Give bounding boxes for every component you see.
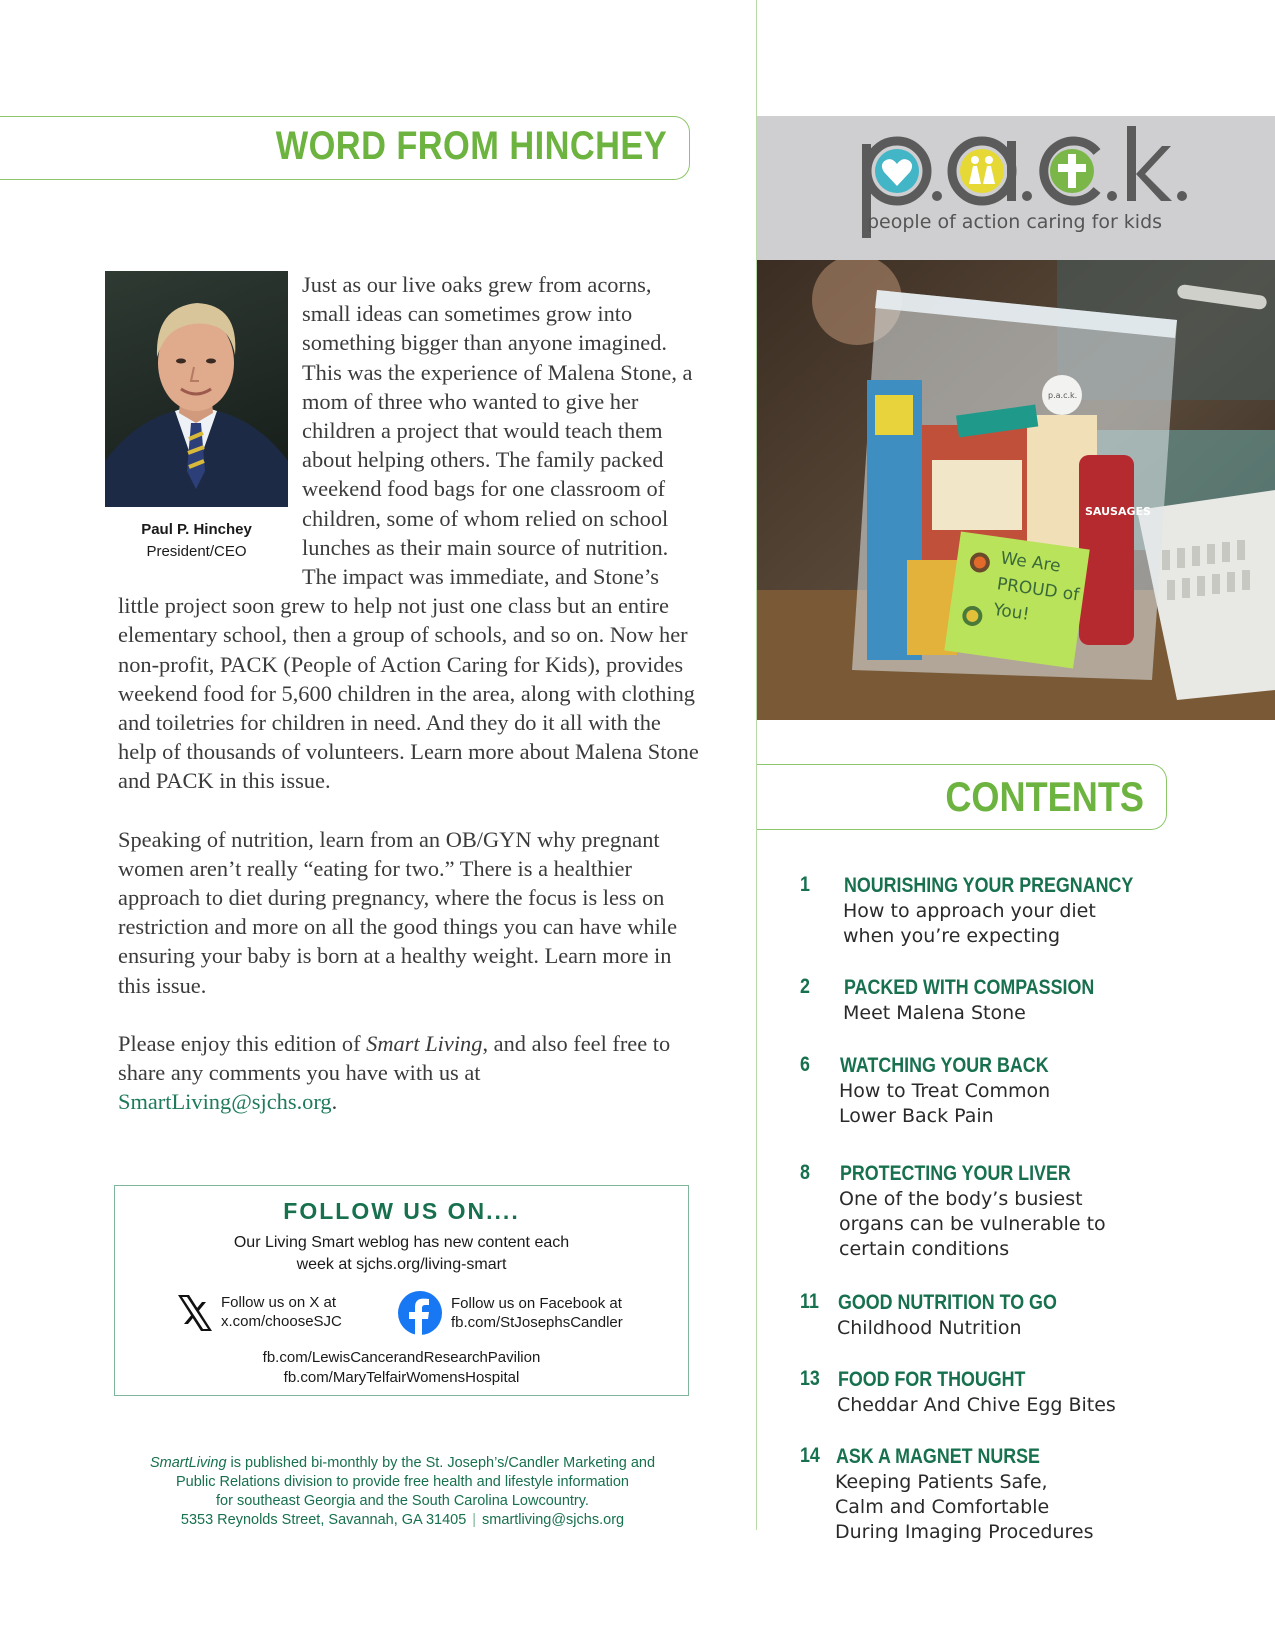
facebook-follow-handle[interactable]: fb.com/StJosephsCandler (451, 1314, 623, 1331)
toc-item-description: One of the body’s busiest organs can be vulnerable to certain conditions (839, 1188, 1106, 1260)
page-title: WORD FROM HINCHEY (275, 124, 667, 168)
footer-separator: | (472, 1512, 477, 1528)
follow-us-box (114, 1185, 689, 1396)
facebook-follow[interactable] (397, 1290, 657, 1336)
letter-p3-end: . (331, 1089, 338, 1115)
toc-item-title: PACKED WITH COMPASSION (844, 976, 1095, 999)
x-follow-handle[interactable]: x.com/chooseSJC (221, 1313, 342, 1330)
toc-page-number: 14 (800, 1444, 820, 1467)
toc-page-number: 8 (800, 1161, 810, 1184)
toc-item[interactable] (800, 1367, 1260, 1418)
pack-tagline: people of action caring for kids (867, 211, 1163, 233)
sticky-note-text: We Are PROUD of You! (992, 548, 1081, 625)
footer-line-3: for southeast Georgia and the South Carolina Lowcountry. (216, 1493, 589, 1509)
toc-item-title: WATCHING YOUR BACK (840, 1054, 1049, 1077)
toc-page-number: 1 (800, 873, 810, 896)
letter-body (118, 270, 703, 1145)
letter-paragraph-1: Just as our live oaks grew from acorns, small ideas can sometimes grow into something bigger than anyone imagined. This was the experience of Malena Stone, a mom of three who wanted to give her children a project that would teach them about helping others. The family packed weekend food bags for one classroom of children, some of whom relied on school lunches as their main source of nutrition. The impact was immediate, and Stone’s little project soon grew to help not just one class but an entire elementary school, then a group of schools, and so on. Now her non-profit, PACK (People of Action Caring for Kids), provides weekend food for 5,600 children in the area, along with clothing and toiletries for children in need. And they do it all with the help of thousands of volunteers. Learn more about Malena Stone and PACK in this issue. (118, 272, 699, 794)
facebook-link-telfair[interactable]: fb.com/MaryTelfairWomensHospital (283, 1369, 520, 1386)
toc-item-description: How to Treat Common Lower Back Pain (839, 1080, 1051, 1127)
contents-title: CONTENTS (945, 773, 1144, 820)
follow-title: FOLLOW US ON.... (283, 1198, 520, 1224)
toc-item-description: Meet Malena Stone (843, 1002, 1026, 1024)
toc-item-title: NOURISHING YOUR PREGNANCY (844, 874, 1134, 897)
toc-item-title: PROTECTING YOUR LIVER (840, 1162, 1071, 1185)
pack-logo (757, 116, 1275, 260)
publication-name: Smart Living (366, 1030, 483, 1056)
toc-item-title: GOOD NUTRITION TO GO (838, 1291, 1057, 1314)
footer-line-2: Public Relations division to provide free health and lifestyle information (176, 1474, 629, 1490)
facebook-follow-text (451, 1294, 623, 1332)
weblog-line-1: Our Living Smart weblog has new content each (233, 1234, 570, 1251)
pack-logo-banner (757, 116, 1275, 260)
footer-address: 5353 Reynolds Street, Savannah, GA 31405 (180, 1512, 467, 1528)
x-logo-icon (175, 1293, 215, 1338)
toc-page-number: 13 (800, 1367, 820, 1390)
contact-email-link[interactable]: SmartLiving@sjchs.org (118, 1089, 332, 1115)
bag-tag-text: p.a.c.k. (1048, 391, 1078, 400)
toc-item[interactable] (800, 1053, 1260, 1129)
food-bag-illustration (757, 260, 1275, 720)
toc-item[interactable] (800, 873, 1260, 949)
letter-p3-text-cont: , and also feel free to share any comments you have with us at (118, 1030, 671, 1086)
letter-paragraph-3 (118, 1029, 703, 1117)
publication-footer (110, 1454, 695, 1530)
toc-item[interactable] (800, 975, 1260, 1026)
facebook-follow-line-1: Follow us on Facebook at (451, 1295, 622, 1312)
toc-page-number: 6 (800, 1053, 810, 1076)
section-header-tab (0, 116, 690, 180)
pack-food-bag-photo (757, 260, 1275, 720)
footer-email-link[interactable]: smartliving@sjchs.org (482, 1512, 625, 1528)
toc-item-description: Childhood Nutrition (837, 1317, 1022, 1339)
x-follow[interactable] (175, 1293, 385, 1333)
footer-line-1 (110, 1454, 695, 1473)
toc-item-description: Keeping Patients Safe, Calm and Comfortable During Imaging Procedures (835, 1471, 1094, 1543)
footer-publication-name: SmartLiving (149, 1455, 227, 1471)
toc-page-number: 2 (800, 975, 810, 998)
ceo-role: President/CEO (146, 543, 247, 560)
letter-paragraph-2: Speaking of nutrition, learn from an OB/GYN why pregnant women aren’t really “eating for two.” There is a healthier approach to diet during pregnancy, where the focus is less on restriction and more on all the good things you can have while ensuring your baby is born at a healthy weight. Learn more in this issue. (118, 826, 678, 998)
toc-item-title: FOOD FOR THOUGHT (838, 1368, 1026, 1391)
letter-p3-text: Please enjoy this edition of (118, 1030, 367, 1056)
ceo-name: Paul P. Hinchey (141, 521, 252, 538)
toc-item-description: How to approach your diet when you’re expecting (843, 900, 1096, 947)
contents-header-tab (757, 764, 1167, 830)
facebook-logo-icon (397, 1290, 443, 1341)
sausage-label: SAUSAGES (1085, 505, 1151, 518)
footer-line-1-text: is published bi-monthly by the St. Joseph’s/Candler Marketing and (226, 1455, 656, 1471)
toc-page-number: 11 (800, 1290, 819, 1313)
toc-item[interactable] (800, 1444, 1260, 1545)
x-follow-text (221, 1293, 342, 1331)
footer-address-line (110, 1511, 695, 1530)
toc-item-description: Cheddar And Chive Egg Bites (837, 1394, 1116, 1416)
toc-item[interactable] (800, 1290, 1260, 1341)
weblog-line-2[interactable]: week at sjchs.org/living-smart (296, 1256, 507, 1273)
x-follow-line-1: Follow us on X at (221, 1294, 337, 1311)
facebook-link-lewis[interactable]: fb.com/LewisCancerandResearchPavilion (262, 1349, 541, 1366)
toc-item[interactable] (800, 1161, 1260, 1262)
toc-item-title: ASK A MAGNET NURSE (836, 1445, 1040, 1468)
